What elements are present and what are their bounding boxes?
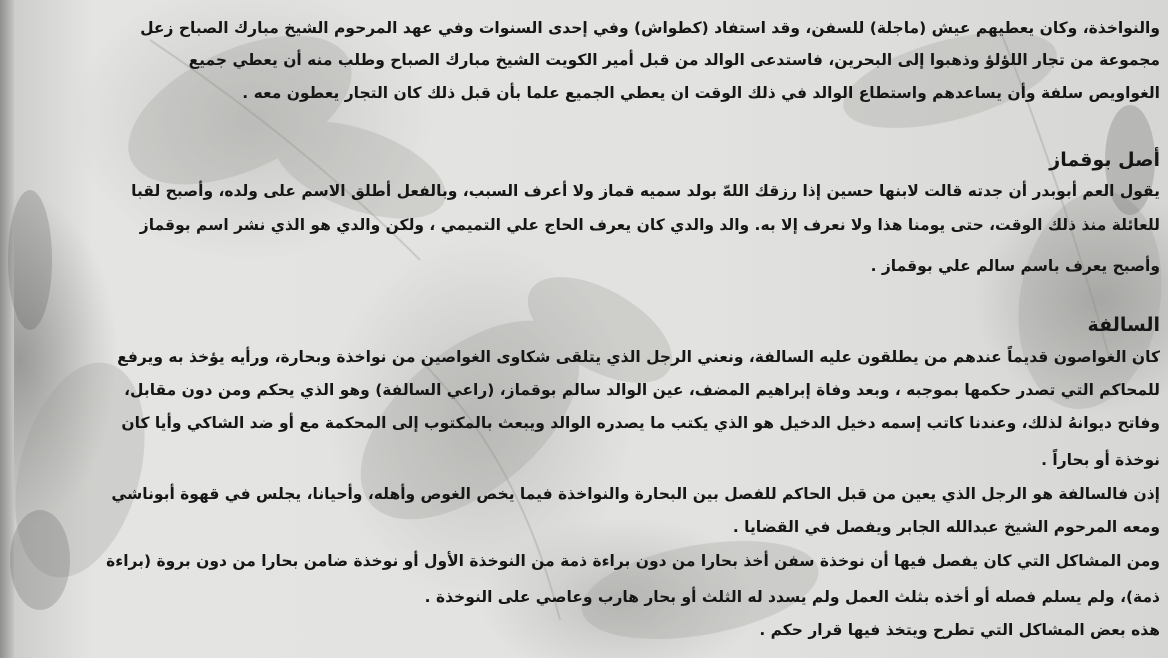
section-heading-bouqmaz: أصل بوقماز [1049,149,1160,171]
section2-line-8: ذمة)، ولم يسلم فصله أو أخذه بثلث العمل ولم يسدد له الثلث أو بحار هارب وعاصي على النوخذة . [424,588,1160,606]
intro-line-3: الغواويص سلفة وأن يساعدهم واستطاع الوالد في ذلك الوقت ان يعطي الجميع علما بأن قبل ذلك كان التجار يعطون معه . [242,84,1160,102]
intro-line-1: والنواخذة، وكان يعطيهم عيش (ماجلة) للسفن، وقد استفاد (كطواش) وفي إحدى السنوات وفي عهد المرحوم الشيخ مبارك الصباح زعل [140,19,1160,37]
intro-line-2: مجموعة من تجار اللؤلؤ وذهبوا إلى البحرين، فاستدعى الوالد من قبل أمير الكويت الشيخ مبارك الصباح وطلب منه أن يعطي جميع [188,51,1160,69]
section2-line-9: هذه بعض المشاكل التي تطرح ويتخذ فيها قرار حكم . [759,621,1160,639]
section2-line-1: كان الغواصون قديماً عندهم من يطلقون عليه السالفة، ونعني الرجل الذي يتلقى شكاوى الغواصين من نواخذة وبحارة، ورأيه يؤخذ به ويرفع [117,348,1160,366]
section1-line-1: يقول العم أبوبدر أن جدته قالت لابنها حسين إذا رزقك اللهّ بولد سميه قماز ولا أعرف السبب، وبالفعل أطلق الاسم على ولده، وأصبح لقبا [131,182,1160,200]
section2-line-3: وفاتح ديوانهُ لذلك، وعندنا كاتب إسمه دخيل الدخيل هو الذي يكتب ما يصدره الوالد ويبعث بالمكتوب إلى المحكمة مع أو ضد الشاكي وأيا كان [121,414,1160,432]
section1-line-2: للعائلة منذ ذلك الوقت، حتى يومنا هذا ولا نعرف إلا به. والد والدي كان يعرف الحاج علي التميمي ، ولكن والدي هو الذي نشر اسم بوقماز [139,216,1160,234]
section2-line-2: للمحاكم التي تصدر حكمها بموجبه ، وبعد وفاة إبراهيم المضف، عين الوالد سالم بوقماز، (راعي السالفة) وهو الذي يحكم ومن دون مقابل، [124,381,1160,399]
section2-line-5: إذن فالسالفة هو الرجل الذي يعين من قبل الحاكم للفصل بين البحارة والنواخذة فيما يخص الغوص وأهله، وأحيانا، يجلس في قهوة أبوناشي [111,485,1160,503]
section1-line-3: وأصبح يعرف باسم سالم علي بوقماز . [870,257,1160,275]
section2-line-4: نوخذة أو بحاراً . [1041,451,1160,469]
section2-line-6: ومعه المرحوم الشيخ عبدالله الجابر ويفصل في القضايا . [732,518,1160,536]
section2-line-7: ومن المشاكل التي كان يفصل فيها أن نوخذة سفن أخذ بحارا من دون براءة ذمة من النوخذة الأول أو نوخذة ضامن بحارا من دون بروة (براءة [106,552,1160,570]
section-heading-salifa: السالفة [1087,314,1160,336]
